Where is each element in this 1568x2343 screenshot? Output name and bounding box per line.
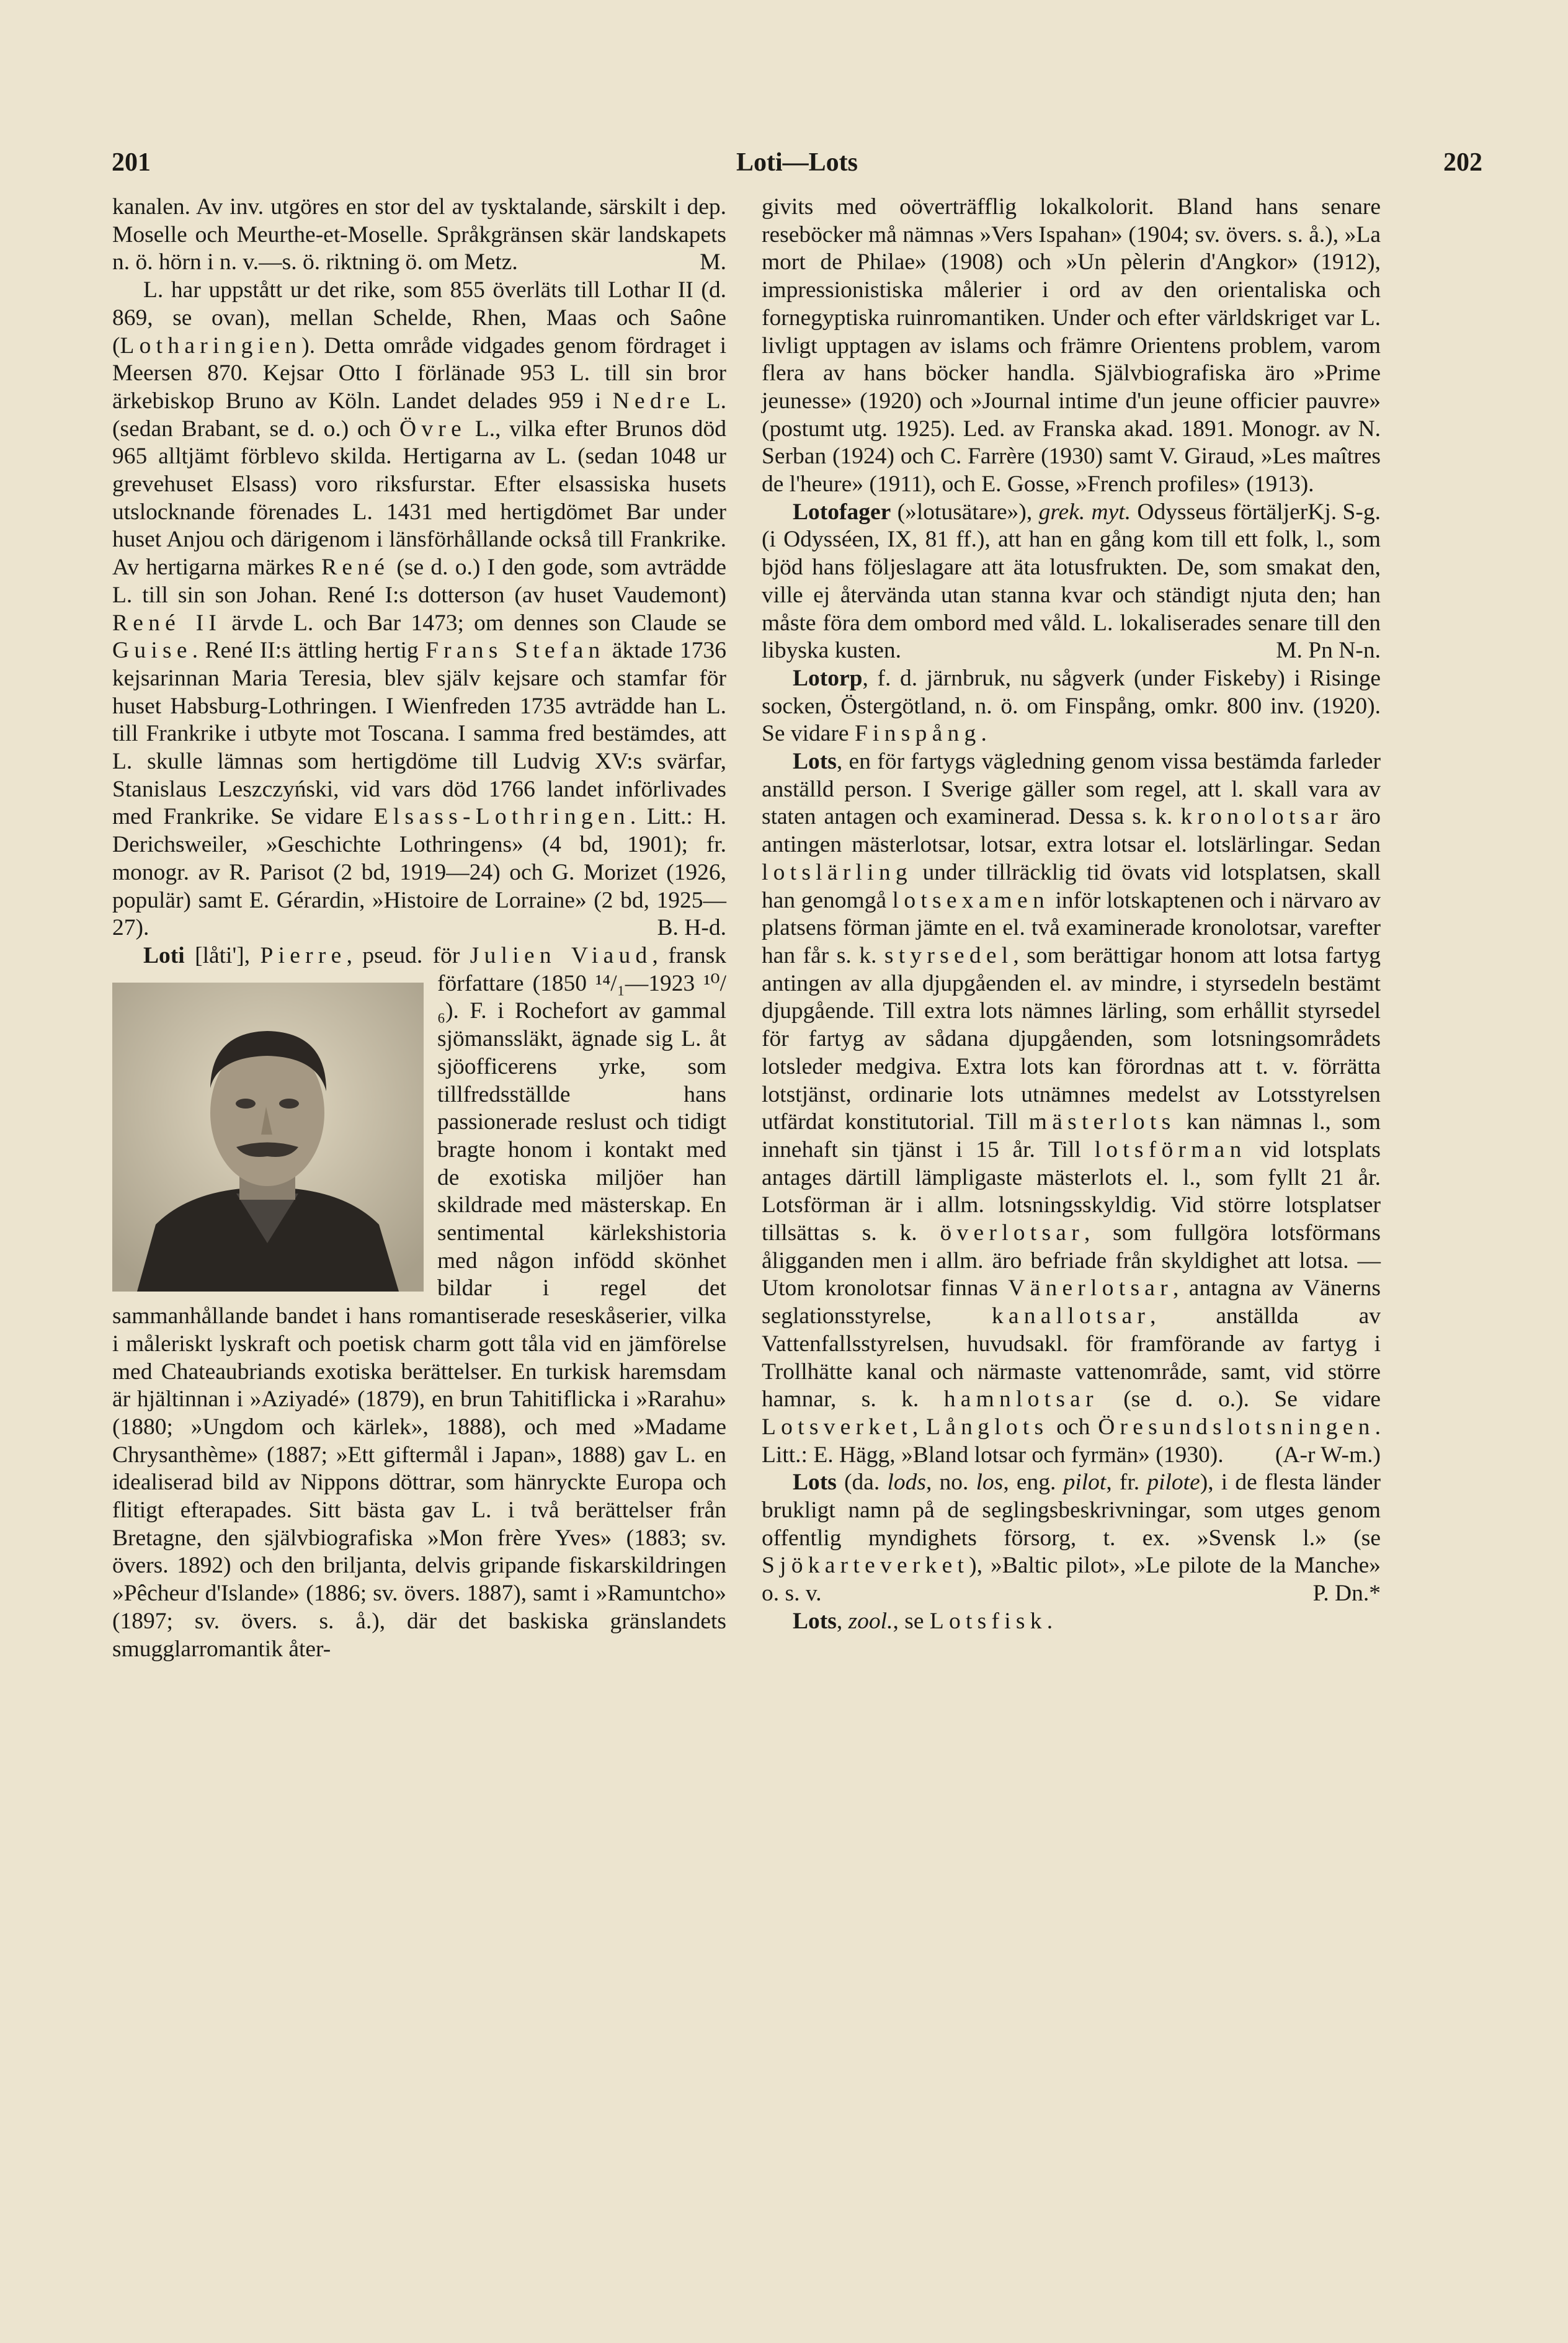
body-text: , xyxy=(836,1608,849,1634)
body-text: L. har uppstått ur det rike, som 855 överläts till Lothar II (d. 869, se ovan), mellan Schelde, Rhen, Maas och Saône ( xyxy=(112,277,726,359)
body-text: givits med oöverträfflig lokalkolorit. Bland hans senare reseböcker må nämnas »Vers Ispahan» (1904; sv. övers. s. å.), »La mort de Philae» (1908) och »Un pèlerin d'Angkor» (1912), impressionistiska målerier i ord av den orientaliska och fornegyptiska ruinromantiken. Under och efter världskriget var L. livligt upptagen av islams och främre Orientens problem, varom flera av hans böcker handla. Självbiografiska äro »Prime jeunesse» (1920) och »Journal intime d'un jeune officier pauvre» (postumt utg. 1925). Led. av Franska akad. 1891. Monogr. av N. Serban (1924) och C. Farrère (1930) samt V. Giraud, »Les maîtres de l'heure» (1911), och E. Gosse, »French profiles» (1913). xyxy=(762,194,1381,498)
spaced-emphasis-text: Lotsverket xyxy=(762,1414,912,1440)
author-signature: Kj. S-g. xyxy=(1307,499,1381,525)
spaced-emphasis-text: Vänerlotsar xyxy=(1008,1275,1173,1301)
spaced-emphasis-text: kanallotsar xyxy=(991,1303,1151,1329)
spaced-emphasis-text: Pierre xyxy=(260,942,347,968)
running-header xyxy=(112,148,1482,185)
body-text: , pseud. för xyxy=(346,942,470,968)
body-text: , som fullgöra lotsförmans åligganden men i allm. äro befriade från skyldighet att lotsa. — Utom kronolotsar finnas xyxy=(762,1220,1381,1301)
entry-lots-pilot xyxy=(762,1469,1381,1608)
entry-headword: Lotorp xyxy=(793,665,863,691)
italic-text: pilot xyxy=(1063,1470,1107,1496)
right-column xyxy=(762,194,1381,1636)
spaced-emphasis-text: lotsexamen xyxy=(892,887,1049,913)
spaced-emphasis-text: Övre xyxy=(399,416,466,442)
body-text: , som berättigar honom att lotsa fartyg antingen av alla djupgåenden el. av mindre, i styrsedeln bestämt djupgående. Till extra lots nämnes lärling, som erhållit styrsedel för fartyg av sådana djupgåenden, som lotsningsområdets lotsleder medgiva. Extra lots kan förordnas att t. v. förrätta lotstjänst, ordinarie lots utnämnes medelst av Lotsstyrelsen utfärdat konstitutorial. Till xyxy=(762,942,1381,1135)
entry-lots-zool xyxy=(762,1608,1381,1636)
body-text: ), »Baltic pilot», »Le pilote de la Manche» o. s. v. xyxy=(762,1553,1381,1607)
portrait-image xyxy=(112,983,424,1292)
body-text: (»lotusätare»), xyxy=(891,499,1039,525)
entry-lotofager xyxy=(762,499,1381,665)
spaced-emphasis-text: mästerlots xyxy=(1028,1109,1176,1135)
spaced-emphasis-text: René II xyxy=(112,610,222,636)
body-text: ). Detta område vidgades genom fördraget i Meersen 870. Kejsar Otto I förlänade 953 L. till sin bror ärkebiskop Bruno av Köln. Landet delades 959 i xyxy=(112,332,726,414)
body-text: under tillräcklig tid övats vid lotsplatsen, skall han genomgå xyxy=(762,859,1381,913)
body-text: , antagna av Vänerns seglationsstyrelse, xyxy=(762,1275,1381,1329)
spaced-emphasis-text: hamnlotsar xyxy=(943,1386,1098,1412)
author-signature: M. xyxy=(700,249,726,275)
body-text: ), i de flesta länder brukligt namn på de seglingsbeskrivningar, som utges genom offentlig myndighets försorg, t. ex. »Svensk l.» (se xyxy=(762,1470,1381,1551)
body-text: vid lotsplats antages därtill lämpligaste mästerlots el. l., som fyllt 21 år. Lotsförman är i allm. lotsningsskyldig. Vid större lotsplatser tillsättas s. k. xyxy=(762,1136,1381,1246)
body-text: Odysseus förtäljer (i Odysséen, IX, 81 ff.), att han en gång kom till ett folk, l., som bjöd hans följeslagare att äta lotusfrukten. De, som smakat den, ville ej återvända utan stanna kvar och ständigt njuta den; han måste föra dem ombord med våld. L. lokaliserades senare till den libyska kusten. xyxy=(762,499,1381,664)
body-text: . xyxy=(981,721,987,747)
body-text: äro antingen mästerlotsar, lotsar, extra lotsar el. lotslärlingar. Sedan xyxy=(762,804,1381,858)
page-number-right: 202 xyxy=(1443,148,1482,177)
body-text: (se d. o.). Se vidare xyxy=(1098,1386,1381,1412)
body-text: (se d. o.) I den gode, som avträdde L. till sin son Johan. René I:s dotterson (av huset Vaudemont) xyxy=(112,555,727,608)
body-text: (da. xyxy=(836,1470,888,1496)
body-text: L., vilka efter Brunos död 965 alltjämt förblevo skilda. Hertigarna av L. (sedan 1048 ur grevehuset Elsass) voro riksfurstar. Efter elsassiska husets utslocknande förenades L. 1431 med hertigdömet Bar under huset Anjou och därigenom i länsförhållande också till Frankrike. Av hertigarna märkes xyxy=(112,416,726,581)
italic-text: zool. xyxy=(848,1608,893,1634)
paragraph-lothringen-history xyxy=(112,277,726,942)
entry-headword: Lotofager xyxy=(793,499,891,525)
author-signature: B. H-d. xyxy=(657,915,726,941)
body-text: kanalen. Av inv. utgöres en stor del av tysktalande, särskilt i dep. Moselle och Meurthe-et-Moselle. Språkgränsen skär landskapets n. ö. hörn i n. v.—s. ö. riktning ö. om Metz. xyxy=(112,194,726,275)
entry-headword: Lots xyxy=(793,1608,837,1634)
spaced-emphasis-text: René xyxy=(321,555,390,581)
spaced-emphasis-text: Frans Stefan xyxy=(425,638,605,664)
entry-headword: Lots xyxy=(793,749,837,775)
entry-lots xyxy=(762,748,1381,1469)
body-text: , fransk författare (1850 ¹⁴/₁—1923 ¹⁰/₆). F. i Rochefort av gammal sjömanssläkt, ägnade sig L. åt sjöofficerens yrke, som tillfredsställde hans passionerade reslust och tidigt bragte honom i kontakt med de exotiska miljöer han skildrade med mästerskap. En sentimental kärlekshistoria med någon infödd skönhet bildar i regel det sammanhållande bandet i hans romantiserade reseskåserier, vilka i måleriskt lyskraft och poetisk charm gott tåla vid en jämförelse med Chateaubriands exotiska berättelser. En turkisk haremsdam är hjältinnan i »Aziyadé» (1879), en brun Tahitiflicka i »Rarahu» (1880; »Ungdom och kärlek», 1888), och med »Madame Chrysanthème» (1887; »Ett giftermål i Japan», 1888) gav L. en idealiserad bild av Nippons döttrar, som hänryckte Europa och flitigt efterapades. Sitt bästa gav L. i två berättelser från Bretagne, den självbiografiska »Mon frère Yves» (1883; sv. övers. 1892) och den briljanta, delvis gripande fiskarskildringen »Pêcheur d'Islande» (1886; sv. övers. 1887), samt i »Ramuntcho» (1897; sv. övers. s. å.), där det baskiska gränslandets smugglarromantik åter- xyxy=(112,942,727,1662)
author-signature: M. Pn N-n. xyxy=(1276,638,1381,664)
spaced-emphasis-text: Lotharingien xyxy=(120,332,302,359)
body-text: , no. xyxy=(925,1470,976,1496)
body-text: . Litt.: E. Hägg, »Bland lotsar och fyrmän» (1930). xyxy=(762,1414,1381,1468)
body-text: . Litt.: H. Derichsweiler, »Geschichte Lothringens» (4 bd, 1901); fr. monogr. av R. Parisot (2 bd, 1919—24) och G. Morizet (1926, populär) samt E. Gérardin, »Histoire de Lorraine» (2 bd, 1925—27). xyxy=(112,804,727,941)
spaced-emphasis-text: kronolotsar xyxy=(1180,804,1343,830)
spaced-emphasis-text: Nedre xyxy=(612,388,695,414)
entry-lotorp xyxy=(762,665,1381,748)
italic-text: pilote xyxy=(1147,1470,1200,1496)
spaced-emphasis-text: Lotsfisk xyxy=(929,1608,1047,1634)
body-text: , fr. xyxy=(1106,1470,1147,1496)
header-title: Loti—Lots xyxy=(736,148,858,177)
spaced-emphasis-text: Sjökarteverket xyxy=(762,1553,969,1579)
body-text: , se xyxy=(893,1608,930,1634)
body-text: , xyxy=(912,1414,927,1440)
body-text: , eng. xyxy=(1003,1470,1064,1496)
body-text: och xyxy=(1048,1414,1098,1440)
body-text: , anställda av Vattenfallsstyrelsen, huvudsakl. för framförande av fartyg i Trollhätte kanal och närmaste vattenområde, samt, vid större hamnar, s. k. xyxy=(762,1303,1381,1412)
italic-text: los xyxy=(976,1470,1004,1496)
entry-headword: Loti xyxy=(143,942,185,968)
entry-loti xyxy=(112,942,726,1663)
spaced-emphasis-text: Guise xyxy=(112,638,192,664)
entry-headword: Lots xyxy=(793,1470,837,1496)
paragraph-lothringen-geography xyxy=(112,194,726,277)
body-text: kan nämnas l., som innehaft sin tjänst i 15 år. Till xyxy=(762,1109,1381,1163)
body-text: inför lotskaptenen och i närvaro av platsens förman jämte en el. två examinerade kronolotsar, varefter han får s. k. xyxy=(762,887,1381,968)
spaced-emphasis-text: Långlots xyxy=(926,1414,1049,1440)
spaced-emphasis-text: överlotsar xyxy=(940,1220,1084,1246)
spaced-emphasis-text: Finspång xyxy=(854,721,981,747)
italic-text: grek. myt. xyxy=(1038,499,1131,525)
body-text: L. (sedan Brabant, se d. o.) och xyxy=(112,388,726,442)
body-text: [låti'], xyxy=(184,942,261,968)
spaced-emphasis-text: styrsedel xyxy=(884,942,1013,968)
body-text: , f. d. järnbruk, nu sågverk (under Fiskeby) i Risinge socken, Östergötland, n. ö. om Finspång, omkr. 800 inv. (1920). Se vidare xyxy=(762,665,1381,747)
body-text: , en för fartygs vägledning genom vissa bestämda farleder anställd person. I Sverige gäller som regel, att l. skall vara av staten antagen och examinerad. Dessa s. k. xyxy=(762,749,1381,830)
body-text: . xyxy=(1046,1608,1053,1634)
author-signature: (A-r W-m.) xyxy=(1275,1442,1381,1468)
spaced-emphasis-text: Elsass-Lothringen xyxy=(373,804,630,830)
spaced-emphasis-text: Julien Viaud xyxy=(470,942,653,968)
italic-text: lods xyxy=(887,1470,926,1496)
body-text: . René II:s ättling hertig xyxy=(192,638,426,664)
spaced-emphasis-text: lotslärling xyxy=(762,859,912,885)
body-text: ärvde L. och Bar 1473; om dennes son Claude se xyxy=(221,610,727,636)
portrait-photo xyxy=(112,983,424,1292)
page-number-left: 201 xyxy=(112,148,151,177)
left-column xyxy=(112,194,726,1663)
spaced-emphasis-text: lotsförman xyxy=(1094,1136,1247,1163)
body-text: äktade 1736 kejsarinnan Maria Teresia, blev själv kejsare och stamfar för huset Habsburg-Lothringen. I Wienfreden 1735 avträdde han L. till Frankrike i utbyte mot Toscana. I samma fred bestämdes, att L. skulle lämnas som hertigdöme till Ludvig XV:s svärfar, Stanislaus Leszczyński, vid vars död 1766 landet införlivades med Frankrike. Se vidare xyxy=(112,638,726,830)
spaced-emphasis-text: Öresundslotsningen xyxy=(1098,1414,1375,1440)
author-signature: P. Dn.* xyxy=(1312,1581,1381,1607)
